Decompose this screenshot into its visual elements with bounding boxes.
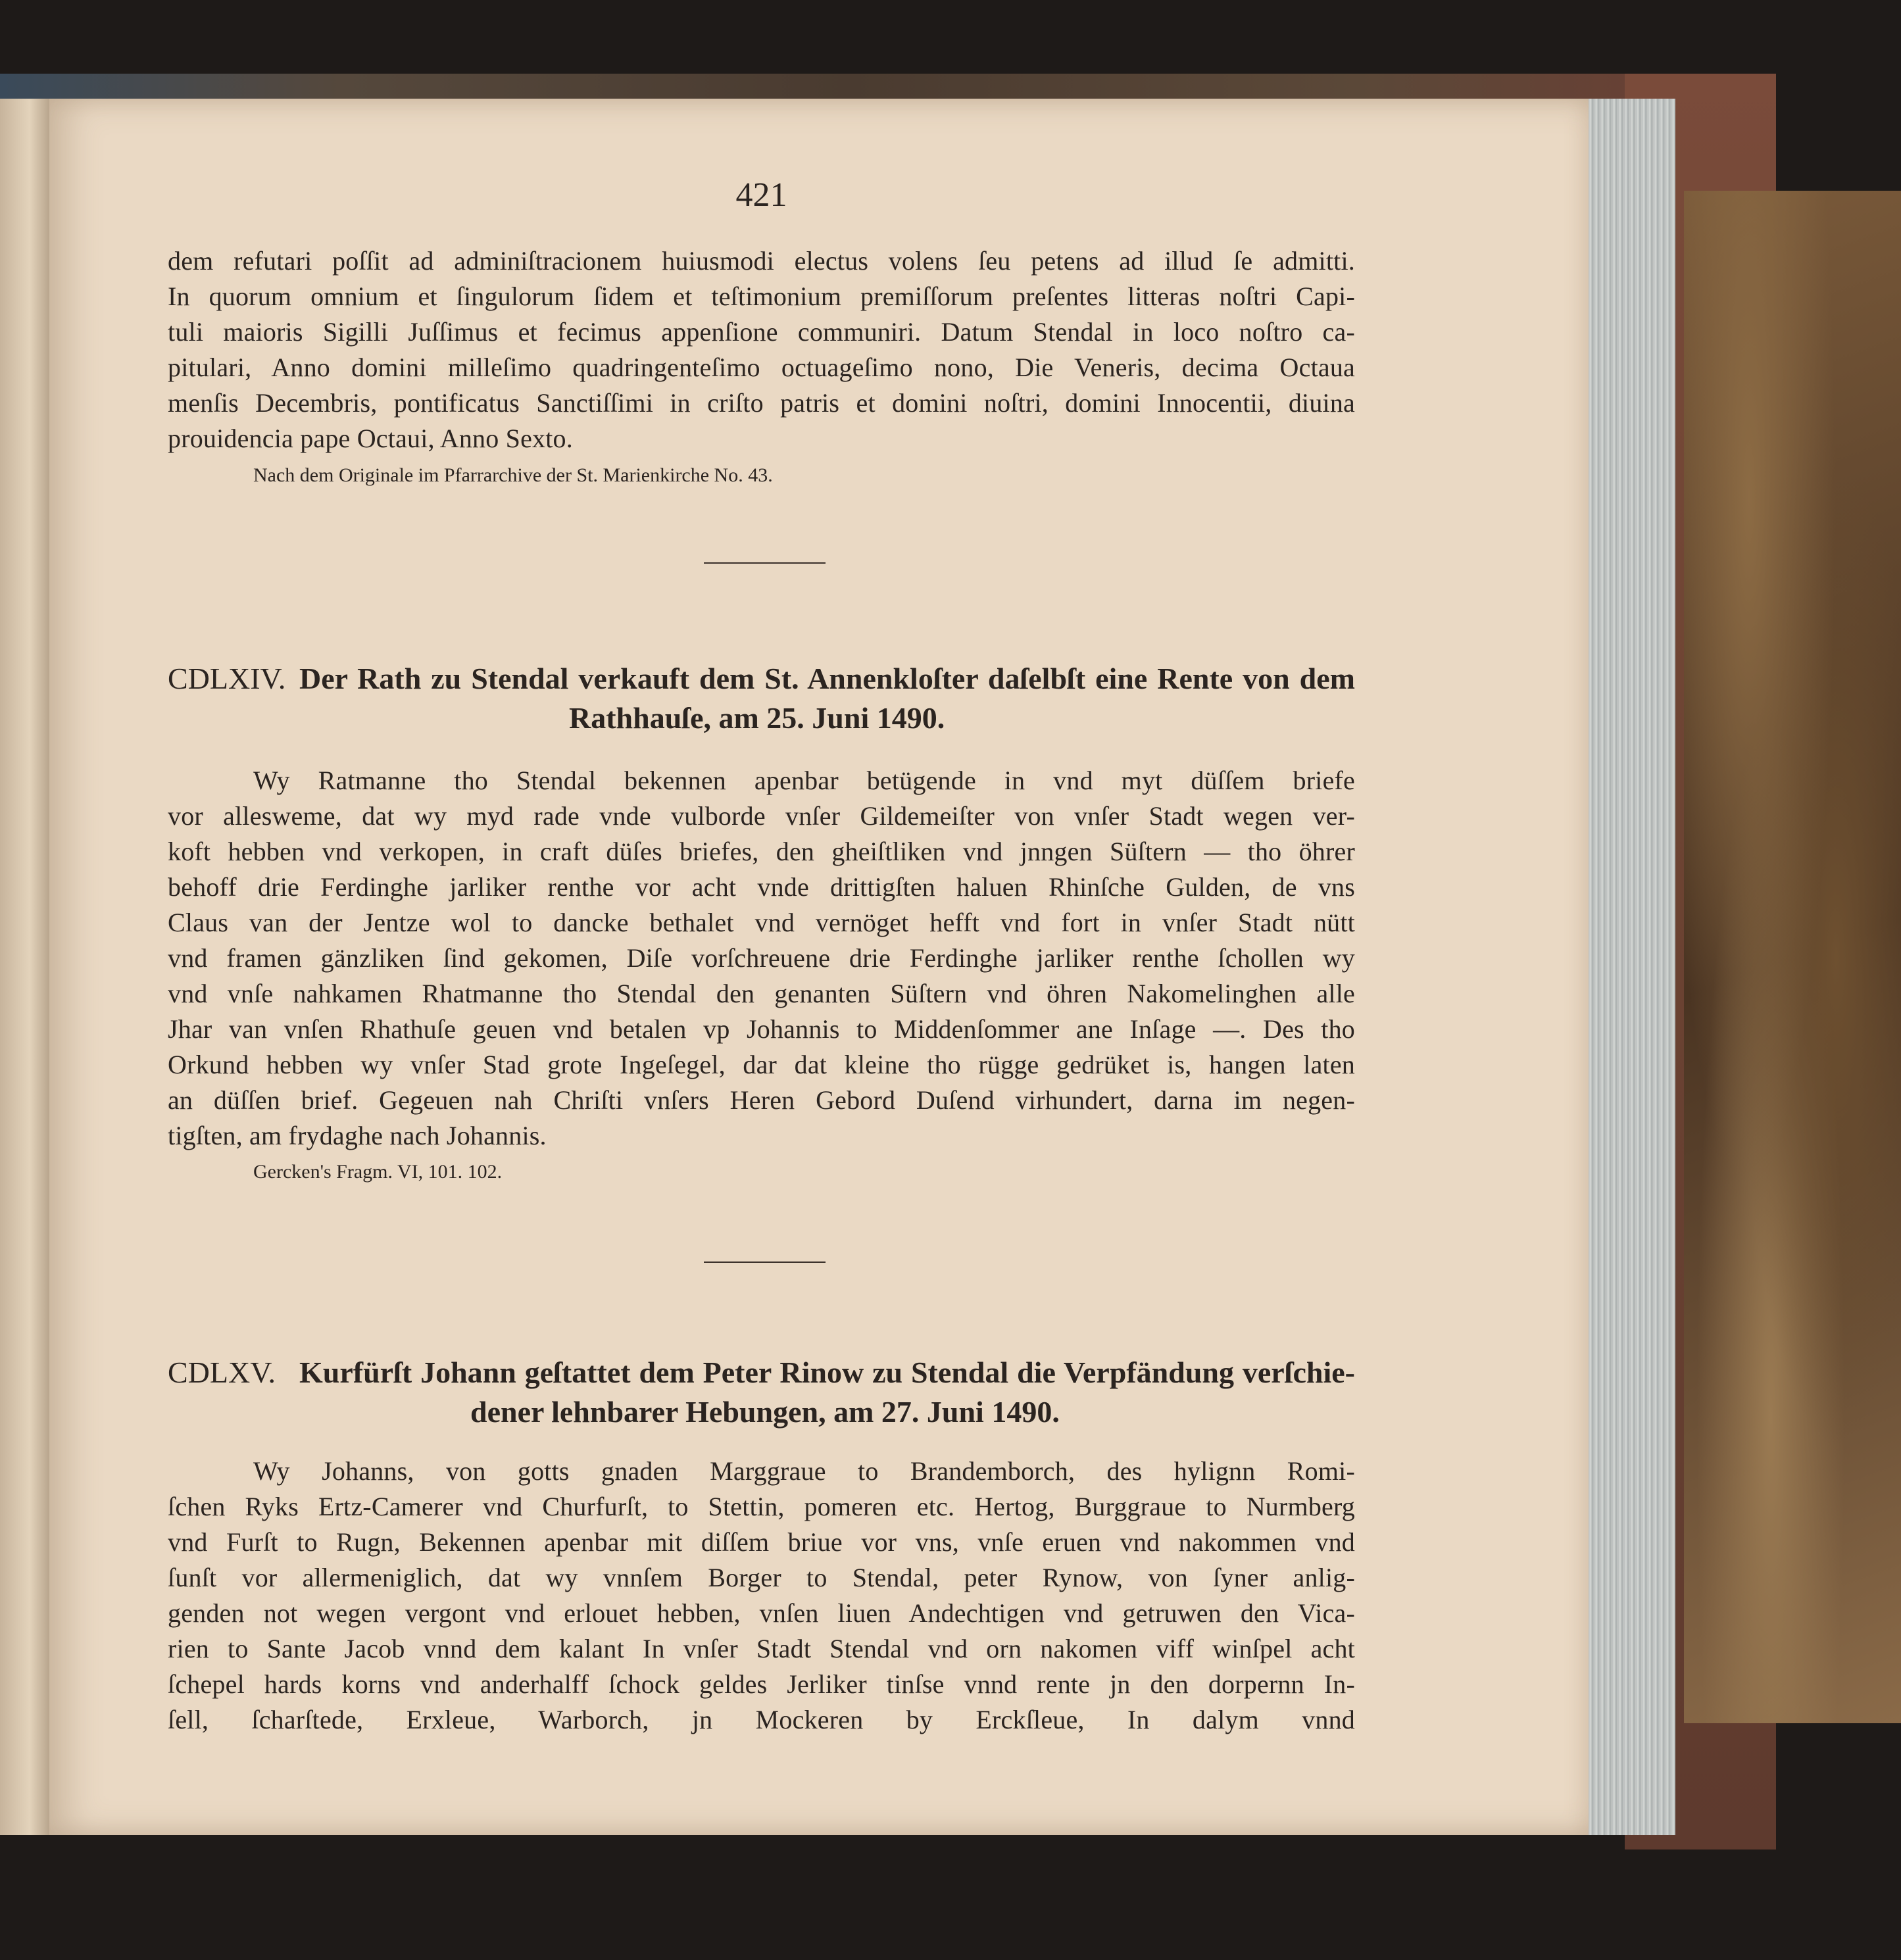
text-line: ſunſt vor allermeniglich, dat wy vnnſem Borger to Stendal, peter Rynow, von ſyner anlig-: [168, 1563, 1355, 1592]
text-line: ſchen Ryks Ertz-Camerer vnd Churfurſt, to Stettin, pomeren etc. Hertog, Burggraue to Nurmberg: [168, 1492, 1355, 1521]
text-line: vor allesweme, dat wy myd rade vnde vulborde vnſer Gildemeiſter von vnſer Stadt wegen ver-: [168, 801, 1355, 831]
text-line: menſis Decembris, pontificatus Sanctiſſimi in criſto patris et domini noſtri, domini Innocentii, diuina: [168, 388, 1355, 418]
text-line: behoff drie Ferdinghe jarliker renthe vor acht vnde drittigſten haluen Rhinſche Gulden, de vns: [168, 872, 1355, 902]
document-heading: [168, 661, 1355, 697]
text-line: Wy Ratmanne tho Stendal bekennen apenbar betügende in vnd myt düſſem briefe: [253, 766, 1355, 795]
section-divider: [704, 1262, 826, 1263]
text-line: In quorum omnium et ſingulorum ſidem et teſtimonium premiſſorum preſentes litteras noſtri Capi-: [168, 282, 1355, 311]
text-line: pitulari, Anno domini milleſimo quadringenteſimo octuageſimo nono, Die Veneris, decima Octaua: [168, 353, 1355, 382]
text-line: koft hebben vnd verkopen, in craft düſes briefes, den gheiſtliken vnd jnngen Süſtern — tho öhrer: [168, 837, 1355, 866]
text-line: an düſſen brief. Gegeuen nah Chriſti vnſers Heren Gebord Duſend virhundert, darna im negen-: [168, 1085, 1355, 1115]
text-line: tuli maioris Sigilli Juſſimus et fecimus appenſione communiri. Datum Stendal in loco noſtro ca-: [168, 317, 1355, 347]
text-line: Orkund hebben wy vnſer Stad grote Ingeſegel, dar dat kleine tho rügge gedrüket is, hangen laten: [168, 1050, 1355, 1079]
marbled-endpaper: [1684, 191, 1901, 1723]
section-divider: [704, 562, 826, 564]
text-line: Wy Johanns, von gotts gnaden Marggraue to Brandemborch, des hylignn Romi-: [253, 1456, 1355, 1486]
text-line: genden not wegen vergont vnd erlouet hebben, vnſen liuen Andechtigen vnd getruwen den Vica-: [168, 1598, 1355, 1628]
text-line: ſell, ſcharſtede, Erxleue, Warborch, jn Mockeren by Erckſleue, In dalym vnnd: [168, 1705, 1355, 1734]
document-number: CDLXV.: [168, 1356, 276, 1389]
text-line: dem refutari poſſit ad adminiſtracionem huiusmodi electus volens ſeu petens ad illud ſe admitti.: [168, 246, 1355, 276]
text-line: prouidencia pape Octaui, Anno Sexto.: [168, 424, 573, 453]
document-heading: [168, 1355, 1355, 1390]
text-line: tigſten, am frydaghe nach Johannis.: [168, 1121, 547, 1150]
text-line: rien to Sante Jacob vnnd dem kalant In vnſer Stadt Stendal vnd orn nakomen viff winſpel acht: [168, 1634, 1355, 1663]
source-note: Gercken's Fragm. VI, 101. 102.: [253, 1161, 503, 1183]
text-line: ſchepel hards korns vnd anderhalff ſchock geldes Jerliker tinſse vnnd rente jn den dorpernn In-: [168, 1669, 1355, 1699]
text-line: vnd vnſe nahkamen Rhatmanne tho Stendal den genanten Süſtern vnd öhren Nakomelinghen alle: [168, 979, 1355, 1008]
document-title: Der Rath zu Stendal verkauft dem St. Annenkloſter daſelbſt eine Rente von dem: [299, 662, 1355, 695]
page-number: 421: [735, 176, 787, 214]
document-title: Kurfürſt Johann geſtattet dem Peter Rinow zu Stendal die Verpfändung verſchie-: [299, 1356, 1355, 1389]
left-page-edge: [0, 99, 49, 1835]
text-line: Claus van der Jentze wol to dancke bethalet vnd vernöget hefft vnd fort in vnſer Stadt nütt: [168, 908, 1355, 937]
text-line: vnd Furſt to Rugn, Bekennen apenbar mit diſſem briue vor vns, vnſe eruen vnd nakommen vnd: [168, 1527, 1355, 1557]
page-fore-edge: [1575, 99, 1675, 1835]
document-title-line2: dener lehnbarer Hebungen, am 27. Juni 1490.: [470, 1395, 1060, 1429]
book-page: [49, 99, 1589, 1835]
document-title-line2: Rathhauſe, am 25. Juni 1490.: [569, 701, 945, 735]
document-number: CDLXIV.: [168, 662, 286, 695]
source-note: Nach dem Originale im Pfarrarchive der St. Marienkirche No. 43.: [253, 464, 773, 486]
text-line: Jhar van vnſen Rhathuſe geuen vnd betalen vp Johannis to Middenſommer ane Inſage —. Des tho: [168, 1014, 1355, 1044]
text-line: vnd framen gänzliken ſind gekomen, Diſe vorſchreuene drie Ferdinghe jarliker renthe ſchollen wy: [168, 943, 1355, 973]
